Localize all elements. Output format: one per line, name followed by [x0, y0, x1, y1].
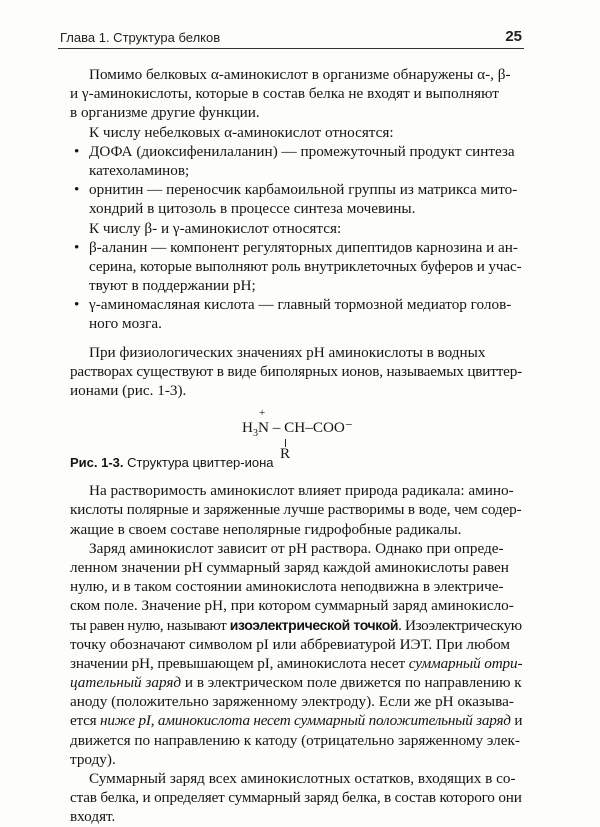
- text-span: значении pH, превышающем pI, аминокислота несет: [70, 654, 409, 672]
- bullet-continuation: серина, которые выполняют роль внутриклеточных буферов и учас-: [89, 257, 522, 275]
- figure-caption-text: Структура цвиттер-иона: [127, 455, 274, 471]
- page-number: 25: [505, 28, 522, 45]
- text-line: став белка, и определяет суммарный заряд белка, в состав которого они: [70, 789, 522, 807]
- text-line: На растворимость аминокислот влияет природа радикала: амино-: [89, 482, 514, 500]
- figure-label: Рис. 1-3.: [70, 455, 124, 471]
- figure-caption: [70, 453, 522, 472]
- bullet-continuation: катехоламинов;: [89, 161, 190, 179]
- text-line: [70, 711, 522, 730]
- text-line: [70, 654, 522, 673]
- text-line: ионами (рис. 1-3).: [70, 382, 187, 399]
- bullet-continuation: твуют в поддержании pH;: [89, 277, 256, 295]
- text-line: При физиологических значениях pH аминокислоты в водных: [89, 343, 486, 361]
- bullet-item-beta-alanine: • β-аланин — компонент регуляторных дипептидов карнозина и ан-: [70, 238, 522, 257]
- bullet-continuation: ного мозга.: [89, 315, 162, 333]
- beta-gamma-bullet-list: [70, 238, 522, 334]
- text-line: Заряд аминокислот зависит от pH раствора. Однако при опреде-: [89, 539, 504, 557]
- formula-radical: R: [280, 445, 291, 463]
- text-line: ленном значении pH суммарный заряд каждой аминокислоты равен: [70, 558, 509, 576]
- formula-h: H: [242, 419, 253, 437]
- text-line: аноду (положительно заряженному электроду). Если же pH оказыва-: [70, 693, 514, 711]
- text-line: Помимо белковых α-аминокислот в организме обнаружены α-, β-: [89, 66, 511, 83]
- text-span: и в электрическом поле движется по направлению к: [181, 674, 522, 692]
- emphasis-negative-charge-cont: цательный заряд: [70, 674, 182, 692]
- formula-plus-sign: +: [259, 407, 266, 420]
- alpha-bullet-list: [70, 142, 522, 219]
- text-line: в организме другие функции.: [70, 104, 260, 122]
- text-line: ском поле. Значение pH, при котором суммарный заряд аминокисло-: [70, 597, 514, 615]
- paragraph-charge: [70, 539, 522, 769]
- term-isoelectric-point: изоэлектрической точкой: [229, 616, 399, 633]
- text-line: кислоты полярные и заряженные лучше растворимы в воде, чем содер-: [70, 501, 522, 519]
- emphasis-positive-charge: ниже pI, аминокислота несет суммарный положительный заряд: [100, 712, 511, 730]
- running-header: [58, 30, 524, 49]
- paragraph-solubility: [70, 481, 522, 539]
- paragraph-protein-charge: [70, 769, 522, 827]
- page-body: [70, 65, 522, 827]
- text-line: [70, 616, 522, 635]
- text-line: нулю, и в таком состоянии аминокислота неподвижна в электриче-: [70, 578, 504, 596]
- text-span: ется: [70, 712, 100, 730]
- text-line: движется по направлению к катоду (отрицательно заряженному элек-: [70, 731, 520, 749]
- text-span: ты равен нулю, называют: [70, 616, 230, 634]
- bullet-item-ornithine: • орнитин — переносчик карбамоильной группы из матрикса мито-: [70, 180, 522, 199]
- emphasis-negative-charge: суммарный отри-: [408, 654, 523, 672]
- paragraph-other-amino-acids: [70, 65, 522, 123]
- text-line: Суммарный заряд всех аминокислотных остатков, входящих в со-: [89, 770, 516, 787]
- text-line: растворах существуют в виде биполярных ионов, называемых цвиттер-: [70, 362, 523, 380]
- text-span: и: [510, 712, 523, 730]
- text-line: жащие в своем составе неполярные гидрофобные радикалы.: [70, 520, 462, 538]
- bullet-item-dopa: • ДОФА (диоксифенилаланин) — промежуточный продукт синтеза: [70, 142, 522, 161]
- text-line: троду).: [70, 750, 116, 768]
- beta-gamma-list-intro: К числу β- и γ-аминокислот относятся:: [89, 219, 342, 237]
- bullet-continuation: хондрий в цитозоль в процессе синтеза мочевины.: [89, 200, 416, 218]
- bullet-item-gaba: • γ-аминомасляная кислота — главный тормозной медиатор голов-: [70, 295, 522, 314]
- text-line: [70, 673, 522, 692]
- text-line: и γ-аминокислоты, которые в состав белка не входят и выполняют: [70, 85, 499, 103]
- formula-subscript: 3: [252, 428, 258, 440]
- formula-main: [242, 418, 353, 439]
- text-span: . Изоэлектрическую: [398, 616, 522, 634]
- chapter-title: Глава 1. Структура белков: [60, 30, 221, 45]
- text-line: входят.: [70, 808, 116, 826]
- paragraph-zwitterion: [70, 343, 522, 401]
- alpha-list-intro: К числу небелковых α-аминокислот относятся:: [89, 123, 394, 141]
- formula-chain: N – CH–COO⁻: [257, 419, 353, 437]
- text-line: точку обозначают символом pI или аббревиатурой ИЭТ. При любом: [70, 635, 510, 653]
